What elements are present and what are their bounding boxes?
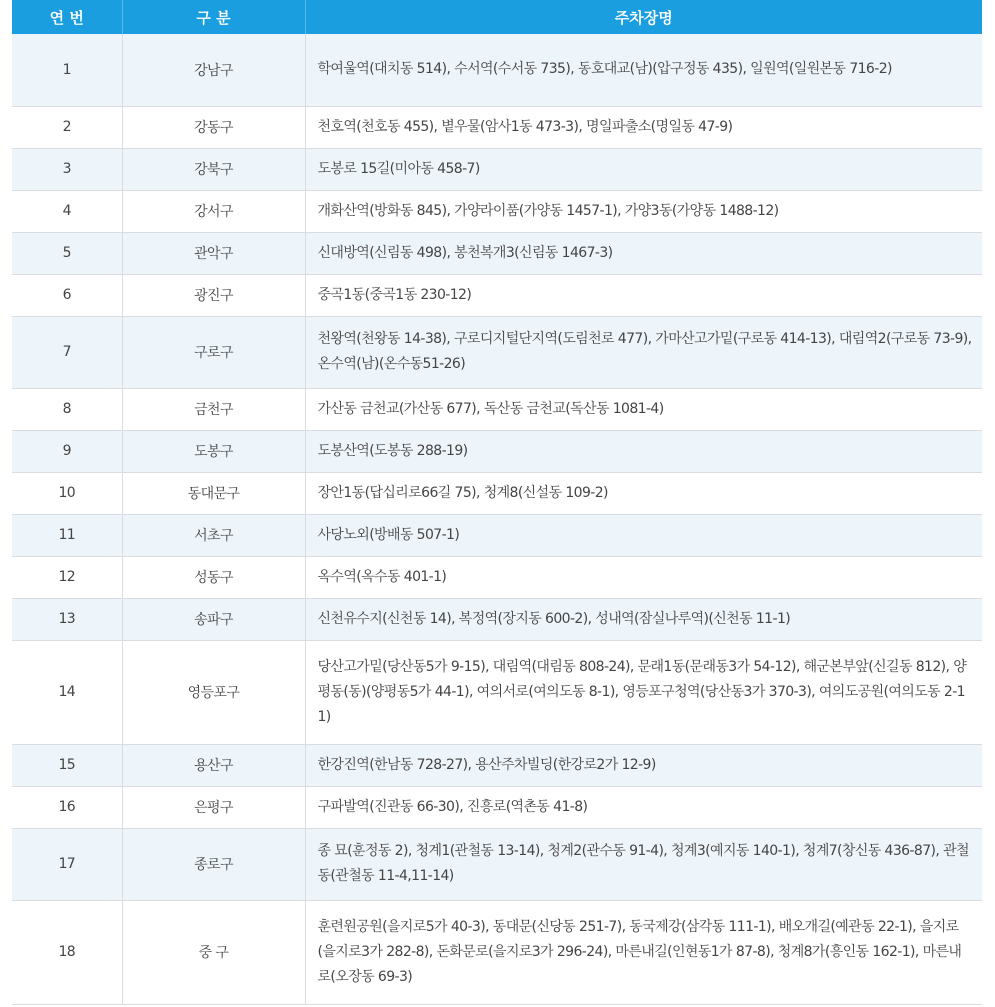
table-row [12,744,982,786]
parking-lots: 신천유수지(신천동 14), 복정역(장지동 600-2), 성내역(잠실나루역)(신천동 11-1) [305,598,982,640]
table-row [12,148,982,190]
row-number: 5 [12,232,122,274]
district-name: 용산구 [122,744,305,786]
parking-lots: 구파발역(진관동 66-30), 진흥로(역촌동 41-8) [305,786,982,828]
table-row [12,34,982,106]
parking-lots: 당산고가밑(당산동5가 9-15), 대림역(대림동 808-24), 문래1동(문래동3가 54-12), 해군본부앞(신길동 812), 양평동(동)(양평동5가 44-1), 여의서로(여의도동 8-1), 영등포구청역(당산동3가 370-3), 여의도공원(여의도동 2-11) [305,640,982,744]
district-name: 광진구 [122,274,305,316]
table-row [12,316,982,388]
parking-lots: 가산동 금천교(가산동 677), 독산동 금천교(독산동 1081-4) [305,388,982,430]
row-number: 4 [12,190,122,232]
district-name: 강남구 [122,34,305,106]
district-name: 금천구 [122,388,305,430]
district-name: 강동구 [122,106,305,148]
parking-lots: 장안1동(답십리로66길 75), 청계8(신설동 109-2) [305,472,982,514]
row-number: 12 [12,556,122,598]
district-name: 구로구 [122,316,305,388]
row-number: 7 [12,316,122,388]
row-number: 11 [12,514,122,556]
district-name: 관악구 [122,232,305,274]
table-row [12,190,982,232]
parking-lots: 개화산역(방화동 845), 가양라이품(가양동 1457-1), 가양3동(가양동 1488-12) [305,190,982,232]
table-row [12,514,982,556]
parking-lots: 종 묘(훈정동 2), 청계1(관철동 13-14), 청계2(관수동 91-4), 청계3(예지동 140-1), 청계7(창신동 436-87), 관철동(관철동 11-4,11-14) [305,828,982,900]
row-number: 2 [12,106,122,148]
district-name: 도봉구 [122,430,305,472]
parking-lots: 한강진역(한남동 728-27), 용산주차빌딩(한강로2가 12-9) [305,744,982,786]
district-name: 종로구 [122,828,305,900]
district-name: 은평구 [122,786,305,828]
table-row [12,472,982,514]
row-number: 17 [12,828,122,900]
district-name: 동대문구 [122,472,305,514]
row-number: 16 [12,786,122,828]
parking-lots: 도봉산역(도봉동 288-19) [305,430,982,472]
table-header [12,0,982,34]
district-name: 강북구 [122,148,305,190]
parking-lots: 훈련원공원(을지로5가 40-3), 동대문(신당동 251-7), 동국제강(삼각동 111-1), 배오개길(예관동 22-1), 을지로(을지로3가 282-8), 돈화문로(을지로3가 296-24), 마른내길(인현동1가 87-8), 청계8가(흥인동 162-1), 마른내로(오장동 69-3) [305,900,982,1004]
table-row [12,232,982,274]
parking-lots: 신대방역(신림동 498), 봉천복개3(신림동 1467-3) [305,232,982,274]
table-row [12,430,982,472]
district-name: 송파구 [122,598,305,640]
header-lot-name: 주차장명 [305,0,982,34]
district-name: 서초구 [122,514,305,556]
table-row [12,828,982,900]
row-number: 1 [12,34,122,106]
row-number: 8 [12,388,122,430]
row-number: 15 [12,744,122,786]
district-name: 영등포구 [122,640,305,744]
table-row [12,786,982,828]
header-no: 연 번 [12,0,122,34]
header-row [12,0,982,34]
row-number: 13 [12,598,122,640]
row-number: 6 [12,274,122,316]
table-body [12,34,982,1004]
table-row [12,274,982,316]
parking-lots: 중곡1동(중곡1동 230-12) [305,274,982,316]
row-number: 14 [12,640,122,744]
table-row [12,640,982,744]
table-row [12,556,982,598]
table-row [12,388,982,430]
parking-lots: 학여울역(대치동 514), 수서역(수서동 735), 동호대교(남)(압구정동 435), 일원역(일원본동 716-2) [305,34,982,106]
district-name: 중 구 [122,900,305,1004]
parking-lot-table [12,0,982,1005]
parking-lots: 천왕역(천왕동 14-38), 구로디지털단지역(도림천로 477), 가마산고가밑(구로동 414-13), 대림역2(구로동 73-9), 온수역(남)(온수동51-26) [305,316,982,388]
district-name: 성동구 [122,556,305,598]
row-number: 18 [12,900,122,1004]
parking-lots: 옥수역(옥수동 401-1) [305,556,982,598]
table-row [12,106,982,148]
district-name: 강서구 [122,190,305,232]
row-number: 10 [12,472,122,514]
row-number: 3 [12,148,122,190]
row-number: 9 [12,430,122,472]
parking-lots: 천호역(천호동 455), 볕우물(암사1동 473-3), 명일파출소(명일동 47-9) [305,106,982,148]
parking-lots: 사당노외(방배동 507-1) [305,514,982,556]
table-row [12,900,982,1004]
parking-lots: 도봉로 15길(미아동 458-7) [305,148,982,190]
table-row [12,598,982,640]
header-district: 구 분 [122,0,305,34]
